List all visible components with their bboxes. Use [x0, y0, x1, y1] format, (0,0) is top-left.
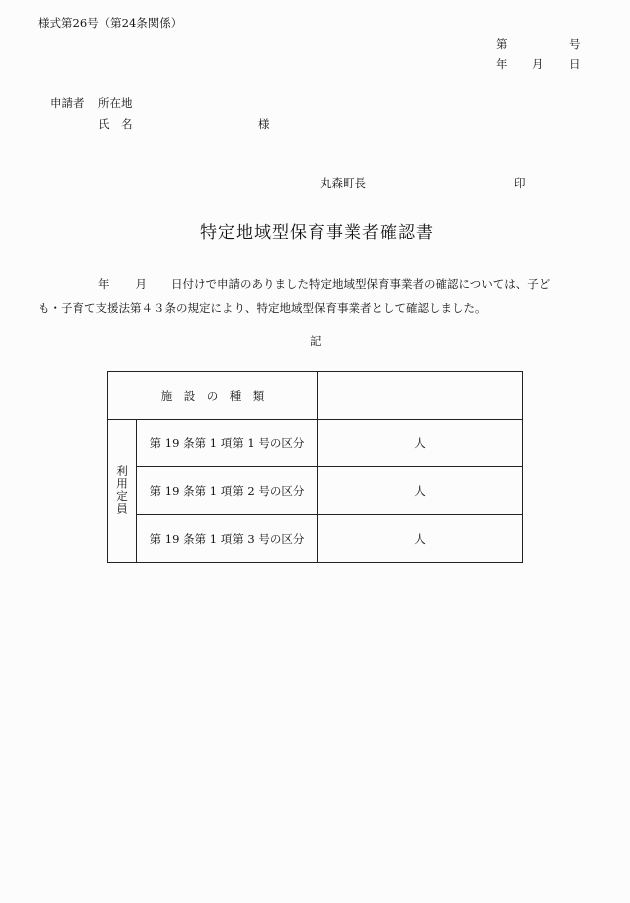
applicant-role-label: 申請者 [50, 96, 85, 110]
date-day-label: 日 [569, 57, 581, 71]
row-label: 第 19 条第 1 項第 3 号の区分 [137, 515, 318, 563]
row-unit: 人 [318, 515, 523, 563]
applicant-honorific: 様 [258, 117, 270, 131]
document-number-suffix: 号 [569, 37, 581, 51]
capacity-label-cell [108, 420, 137, 563]
table-row [108, 467, 523, 515]
facility-table [107, 371, 523, 563]
table-row [108, 420, 523, 467]
issuer-seal: 印 [514, 176, 526, 190]
facility-type-label: 施 設 の 種 類 [108, 372, 318, 420]
row-unit: 人 [318, 420, 523, 467]
document-body [38, 272, 583, 320]
body-line-1-text: 日付けで申請のありました特定地域型保育事業者の確認については、子ど [171, 277, 551, 291]
date-year-label: 年 [496, 57, 508, 71]
facility-type-row [108, 372, 523, 420]
body-year-label: 年 [98, 277, 110, 291]
date-month-label: 月 [532, 57, 544, 71]
document-number-prefix: 第 [496, 37, 508, 51]
facility-type-value [318, 372, 523, 420]
document-title: 特定地域型保育事業者確認書 [200, 223, 434, 243]
capacity-label: 利用定員 [115, 464, 129, 515]
issuer-title: 丸森町長 [320, 176, 366, 190]
ki-label: 記 [310, 334, 322, 348]
body-line-2-text: も・子育て支援法第４３条の規定により、特定地域型保育事業者として確認しました。 [38, 301, 487, 315]
form-number-label: 様式第26号（第24条関係） [38, 16, 183, 30]
applicant-name-label: 氏 名 [98, 117, 133, 131]
row-label: 第 19 条第 1 項第 2 号の区分 [137, 467, 318, 515]
applicant-address-label: 所在地 [98, 96, 133, 110]
document-body-line-1 [38, 272, 583, 296]
body-month-label: 月 [135, 277, 147, 291]
row-label: 第 19 条第 1 項第 1 号の区分 [137, 420, 318, 467]
row-unit: 人 [318, 467, 523, 515]
table-row [108, 515, 523, 563]
